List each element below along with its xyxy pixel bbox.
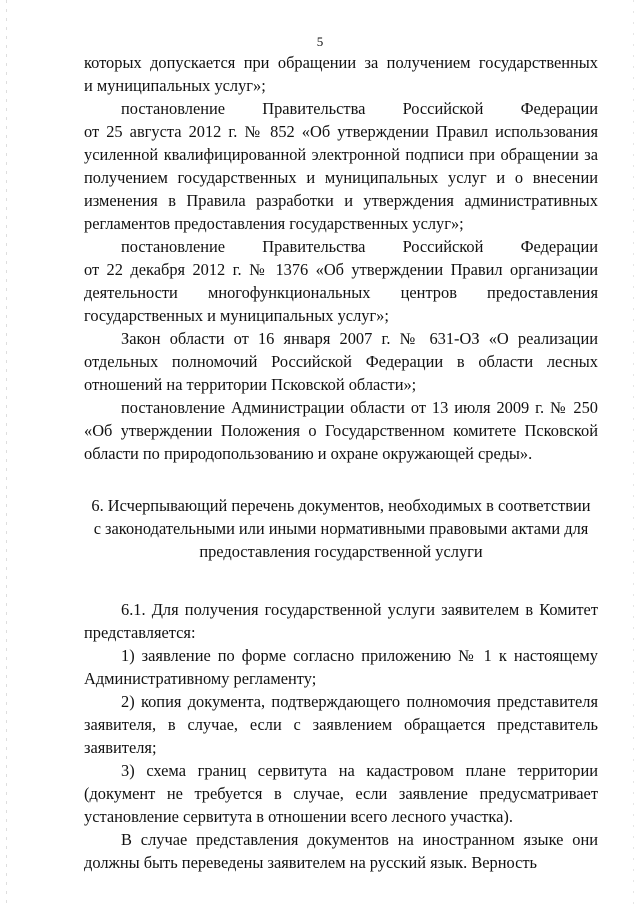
text-line: (документ не требуется в случае, если заявление предусматривает: [84, 784, 598, 803]
text-line: от 25 августа 2012 г. № 852 «Об утверждении Правил использования: [84, 122, 598, 141]
text-line: представляется:: [84, 623, 196, 642]
text-line: установление сервитута в отношении всего лесного участка).: [84, 807, 513, 826]
text-line: постановление Администрации области от 13 июля 2009 г. № 250: [121, 398, 598, 417]
text-line: 6.1. Для получения государственной услуги заявителем в Комитет: [121, 600, 598, 619]
page-number: 5: [316, 34, 324, 49]
paragraph: [84, 97, 598, 235]
text-line: которых допускается при обращении за получением государственных: [84, 53, 598, 72]
text-line: В случае представления документов на иностранном языке они: [121, 830, 598, 849]
paragraph: [84, 235, 598, 327]
text-line: постановление Правительства Российской Федерации: [121, 237, 598, 256]
text-line: отношений на территории Псковской области»;: [84, 375, 417, 394]
paragraph: [84, 644, 598, 690]
paragraph: [84, 396, 598, 465]
text-line: изменения в Правила разработки и утверждения административных: [84, 191, 598, 210]
text-line: отдельных полномочий Российской Федерации в области лесных: [84, 352, 598, 371]
section-title-line: 6. Исчерпывающий перечень документов, необходимых в соответствии: [91, 496, 591, 515]
text-line: 1) заявление по форме согласно приложению № 1 к настоящему: [121, 646, 598, 665]
text-line: деятельности многофункциональных центров предоставления: [84, 283, 598, 302]
legal-basis-list: [84, 51, 598, 465]
section-title-line: предоставления государственной услуги: [199, 542, 483, 561]
section-title-line: с законодательными или иными нормативными правовыми актами для: [93, 519, 589, 538]
text-line: регламентов предоставления государственных услуг»;: [84, 214, 464, 233]
text-line: заявителя, в случае, если с заявлением обращается представитель: [84, 715, 598, 734]
text-line: от 22 декабря 2012 г. № 1376 «Об утверждении Правил организации: [84, 260, 598, 279]
paragraph: [84, 598, 598, 644]
section-title: [84, 494, 598, 563]
text-line: заявителя;: [84, 738, 157, 757]
paragraph: [84, 327, 598, 396]
text-line: усиленной квалифицированной электронной подписи при обращении за: [84, 145, 598, 164]
text-line: Административному регламенту;: [84, 669, 317, 688]
text-line: государственных и муниципальных услуг»;: [84, 306, 389, 325]
scan-edge-right: [633, 0, 634, 905]
text-line: должны быть переведены заявителем на русский язык. Верность: [84, 853, 538, 872]
document-body: [84, 51, 598, 874]
text-line: Закон области от 16 января 2007 г. № 631-ОЗ «О реализации: [121, 329, 598, 348]
documents-list: [84, 598, 598, 874]
text-line: 2) копия документа, подтверждающего полномочия представителя: [121, 692, 598, 711]
text-line: и муниципальных услуг»;: [84, 76, 266, 95]
paragraph: [84, 759, 598, 828]
text-line: «Об утверждении Положения о Государственном комитете Псковской: [84, 421, 598, 440]
paragraph: [84, 51, 598, 97]
text-line: получением государственных и муниципальных услуг и о внесении: [84, 168, 598, 187]
scan-edge-left: [6, 0, 7, 905]
text-line: области по природопользованию и охране окружающей среды».: [84, 444, 533, 463]
paragraph: [84, 828, 598, 874]
paragraph: [84, 690, 598, 759]
text-line: 3) схема границ сервитута на кадастровом плане территории: [121, 761, 598, 780]
text-line: постановление Правительства Российской Федерации: [121, 99, 598, 118]
